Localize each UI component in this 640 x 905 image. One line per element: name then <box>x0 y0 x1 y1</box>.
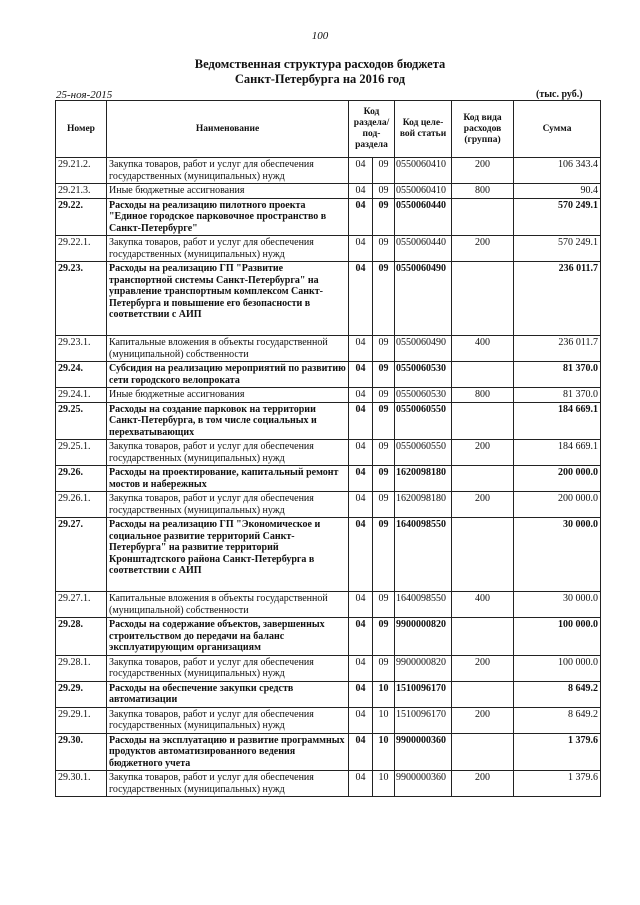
row-number: 29.21.3. <box>56 184 107 199</box>
table-row <box>56 198 601 236</box>
table-row <box>56 158 601 184</box>
row-subsection-code: 10 <box>373 707 395 733</box>
table-row <box>56 388 601 403</box>
row-number: 29.30. <box>56 733 107 771</box>
title-line-2: Санкт-Петербурга на 2016 год <box>234 72 406 86</box>
row-expense-type: 800 <box>452 388 514 403</box>
row-target-code: 0550060410 <box>395 158 452 184</box>
row-expense-type <box>452 262 514 336</box>
row-section-code: 04 <box>349 362 373 388</box>
row-expense-type: 200 <box>452 771 514 797</box>
table-row <box>56 466 601 492</box>
row-subsection-code: 09 <box>373 618 395 656</box>
units-label: (тыс. руб.) <box>536 89 583 100</box>
row-section-code: 04 <box>349 466 373 492</box>
row-name: Субсидия на реализацию мероприятий по развитию сети городского велопроката <box>107 362 349 388</box>
row-name: Расходы на эксплуатацию и развитие программных продуктов автоматизированного ведения бюджетного учета <box>107 733 349 771</box>
row-subsection-code: 09 <box>373 402 395 440</box>
row-number: 29.26.1. <box>56 492 107 518</box>
table-row <box>56 492 601 518</box>
row-amount: 184 669.1 <box>514 402 601 440</box>
row-target-code: 1510096170 <box>395 707 452 733</box>
row-name: Расходы на реализацию ГП "Экономическое и социальное развитие территорий Санкт-Петербурга" на развитие территорий Кронштадтского района Санкт-Петербурга в соответствии с АИП <box>107 518 349 592</box>
row-expense-type: 200 <box>452 492 514 518</box>
row-section-code: 04 <box>349 236 373 262</box>
table-row <box>56 402 601 440</box>
row-expense-type: 200 <box>452 655 514 681</box>
row-amount: 200 000.0 <box>514 466 601 492</box>
row-name: Закупка товаров, работ и услуг для обеспечения государственных (муниципальных) нужд <box>107 771 349 797</box>
row-expense-type: 200 <box>452 236 514 262</box>
col-header-number: Номер <box>56 101 107 158</box>
row-name: Капитальные вложения в объекты государственной (муниципальной) собственности <box>107 336 349 362</box>
row-section-code: 04 <box>349 655 373 681</box>
row-number: 29.22.1. <box>56 236 107 262</box>
row-name: Расходы на содержание объектов, завершенных строительством до передачи на баланс эксплуатирующим организациям <box>107 618 349 656</box>
table-row <box>56 440 601 466</box>
document-title <box>0 57 640 87</box>
row-section-code: 04 <box>349 184 373 199</box>
row-subsection-code: 09 <box>373 362 395 388</box>
row-name: Расходы на обеспечение закупки средств автоматизации <box>107 681 349 707</box>
row-number: 29.23. <box>56 262 107 336</box>
row-expense-type: 200 <box>452 440 514 466</box>
row-amount: 570 249.1 <box>514 236 601 262</box>
row-number: 29.27. <box>56 518 107 592</box>
row-amount: 100 000.0 <box>514 618 601 656</box>
row-amount: 106 343.4 <box>514 158 601 184</box>
row-target-code: 1620098180 <box>395 492 452 518</box>
row-section-code: 04 <box>349 733 373 771</box>
table-row <box>56 336 601 362</box>
row-name: Расходы на создание парковок на территории Санкт-Петербурга, в том числе социальных и перехватывающих <box>107 402 349 440</box>
row-subsection-code: 09 <box>373 236 395 262</box>
row-subsection-code: 09 <box>373 158 395 184</box>
row-section-code: 04 <box>349 262 373 336</box>
row-target-code: 0550060410 <box>395 184 452 199</box>
row-expense-type <box>452 198 514 236</box>
budget-table <box>55 100 601 797</box>
row-amount: 81 370.0 <box>514 362 601 388</box>
row-subsection-code: 09 <box>373 388 395 403</box>
row-name: Капитальные вложения в объекты государственной (муниципальной) собственности <box>107 592 349 618</box>
row-amount: 90.4 <box>514 184 601 199</box>
row-expense-type: 200 <box>452 707 514 733</box>
row-section-code: 04 <box>349 518 373 592</box>
row-section-code: 04 <box>349 618 373 656</box>
table-row <box>56 771 601 797</box>
row-amount: 81 370.0 <box>514 388 601 403</box>
title-line-1: Ведомственная структура расходов бюджета <box>194 57 446 71</box>
row-target-code: 9900000360 <box>395 733 452 771</box>
table-row <box>56 236 601 262</box>
row-amount: 8 649.2 <box>514 707 601 733</box>
table-row <box>56 733 601 771</box>
row-expense-type <box>452 681 514 707</box>
row-number: 29.30.1. <box>56 771 107 797</box>
page-number: 100 <box>311 30 329 42</box>
row-section-code: 04 <box>349 336 373 362</box>
row-expense-type <box>452 733 514 771</box>
col-header-target: Код целе- вой статьи <box>395 101 452 158</box>
row-number: 29.24. <box>56 362 107 388</box>
row-subsection-code: 09 <box>373 655 395 681</box>
row-expense-type <box>452 402 514 440</box>
row-section-code: 04 <box>349 771 373 797</box>
row-target-code: 0550060530 <box>395 388 452 403</box>
row-target-code: 9900000360 <box>395 771 452 797</box>
row-expense-type <box>452 518 514 592</box>
row-section-code: 04 <box>349 388 373 403</box>
row-subsection-code: 09 <box>373 198 395 236</box>
row-number: 29.24.1. <box>56 388 107 403</box>
table-row <box>56 618 601 656</box>
row-expense-type: 400 <box>452 592 514 618</box>
row-subsection-code: 09 <box>373 184 395 199</box>
col-header-name: Наименование <box>107 101 349 158</box>
row-target-code: 0550060490 <box>395 336 452 362</box>
row-name: Закупка товаров, работ и услуг для обеспечения государственных (муниципальных) нужд <box>107 707 349 733</box>
col-header-amount: Сумма <box>514 101 601 158</box>
row-subsection-code: 09 <box>373 262 395 336</box>
row-target-code: 0550060550 <box>395 402 452 440</box>
row-expense-type <box>452 362 514 388</box>
row-subsection-code: 09 <box>373 492 395 518</box>
table-header-row <box>56 101 601 158</box>
row-subsection-code: 10 <box>373 771 395 797</box>
row-name: Закупка товаров, работ и услуг для обеспечения государственных (муниципальных) нужд <box>107 236 349 262</box>
table-row <box>56 707 601 733</box>
row-subsection-code: 09 <box>373 518 395 592</box>
row-number: 29.27.1. <box>56 592 107 618</box>
table-row <box>56 518 601 592</box>
row-name: Закупка товаров, работ и услуг для обеспечения государственных (муниципальных) нужд <box>107 492 349 518</box>
row-name: Расходы на реализацию ГП "Развитие транспортной системы Санкт-Петербурга" на управление транспортным комплексом Санкт-Петербурга и повышение его безопасности в соответствии с АИП <box>107 262 349 336</box>
row-amount: 1 379.6 <box>514 771 601 797</box>
table-row <box>56 592 601 618</box>
document-date: 25-ноя-2015 <box>56 89 113 101</box>
row-amount: 236 011.7 <box>514 262 601 336</box>
row-name: Иные бюджетные ассигнования <box>107 184 349 199</box>
row-name: Закупка товаров, работ и услуг для обеспечения государственных (муниципальных) нужд <box>107 158 349 184</box>
row-expense-type: 400 <box>452 336 514 362</box>
row-target-code: 1640098550 <box>395 518 452 592</box>
row-section-code: 04 <box>349 681 373 707</box>
row-amount: 236 011.7 <box>514 336 601 362</box>
row-number: 29.25.1. <box>56 440 107 466</box>
row-name: Иные бюджетные ассигнования <box>107 388 349 403</box>
row-amount: 8 649.2 <box>514 681 601 707</box>
row-amount: 30 000.0 <box>514 592 601 618</box>
row-target-code: 1620098180 <box>395 466 452 492</box>
row-number: 29.28. <box>56 618 107 656</box>
row-expense-type: 800 <box>452 184 514 199</box>
row-section-code: 04 <box>349 492 373 518</box>
row-section-code: 04 <box>349 198 373 236</box>
row-expense-type: 200 <box>452 158 514 184</box>
table-row <box>56 655 601 681</box>
row-amount: 200 000.0 <box>514 492 601 518</box>
row-number: 29.28.1. <box>56 655 107 681</box>
row-number: 29.29. <box>56 681 107 707</box>
row-amount: 1 379.6 <box>514 733 601 771</box>
row-target-code: 0550060440 <box>395 198 452 236</box>
table-row <box>56 681 601 707</box>
row-target-code: 9900000820 <box>395 655 452 681</box>
row-target-code: 1510096170 <box>395 681 452 707</box>
col-header-expense-type: Код вида расходов (группа) <box>452 101 514 158</box>
row-expense-type <box>452 618 514 656</box>
row-target-code: 0550060490 <box>395 262 452 336</box>
row-number: 29.25. <box>56 402 107 440</box>
row-section-code: 04 <box>349 402 373 440</box>
row-amount: 100 000.0 <box>514 655 601 681</box>
row-section-code: 04 <box>349 158 373 184</box>
row-target-code: 1640098550 <box>395 592 452 618</box>
col-header-section: Код раздела/ под- раздела <box>349 101 395 158</box>
row-number: 29.29.1. <box>56 707 107 733</box>
row-subsection-code: 09 <box>373 466 395 492</box>
row-section-code: 04 <box>349 707 373 733</box>
row-number: 29.23.1. <box>56 336 107 362</box>
row-number: 29.21.2. <box>56 158 107 184</box>
row-subsection-code: 09 <box>373 592 395 618</box>
row-amount: 30 000.0 <box>514 518 601 592</box>
row-subsection-code: 10 <box>373 681 395 707</box>
row-name: Закупка товаров, работ и услуг для обеспечения государственных (муниципальных) нужд <box>107 655 349 681</box>
row-subsection-code: 09 <box>373 440 395 466</box>
row-amount: 570 249.1 <box>514 198 601 236</box>
row-target-code: 0550060440 <box>395 236 452 262</box>
table-row <box>56 362 601 388</box>
row-target-code: 9900000820 <box>395 618 452 656</box>
row-expense-type <box>452 466 514 492</box>
row-name: Закупка товаров, работ и услуг для обеспечения государственных (муниципальных) нужд <box>107 440 349 466</box>
row-subsection-code: 10 <box>373 733 395 771</box>
row-subsection-code: 09 <box>373 336 395 362</box>
table-row <box>56 184 601 199</box>
row-amount: 184 669.1 <box>514 440 601 466</box>
row-number: 29.26. <box>56 466 107 492</box>
row-target-code: 0550060550 <box>395 440 452 466</box>
row-section-code: 04 <box>349 440 373 466</box>
row-name: Расходы на реализацию пилотного проекта "Единое городское парковочное пространство в Санкт-Петербурге" <box>107 198 349 236</box>
row-section-code: 04 <box>349 592 373 618</box>
row-number: 29.22. <box>56 198 107 236</box>
table-row <box>56 262 601 336</box>
row-target-code: 0550060530 <box>395 362 452 388</box>
row-name: Расходы на проектирование, капитальный ремонт мостов и набережных <box>107 466 349 492</box>
